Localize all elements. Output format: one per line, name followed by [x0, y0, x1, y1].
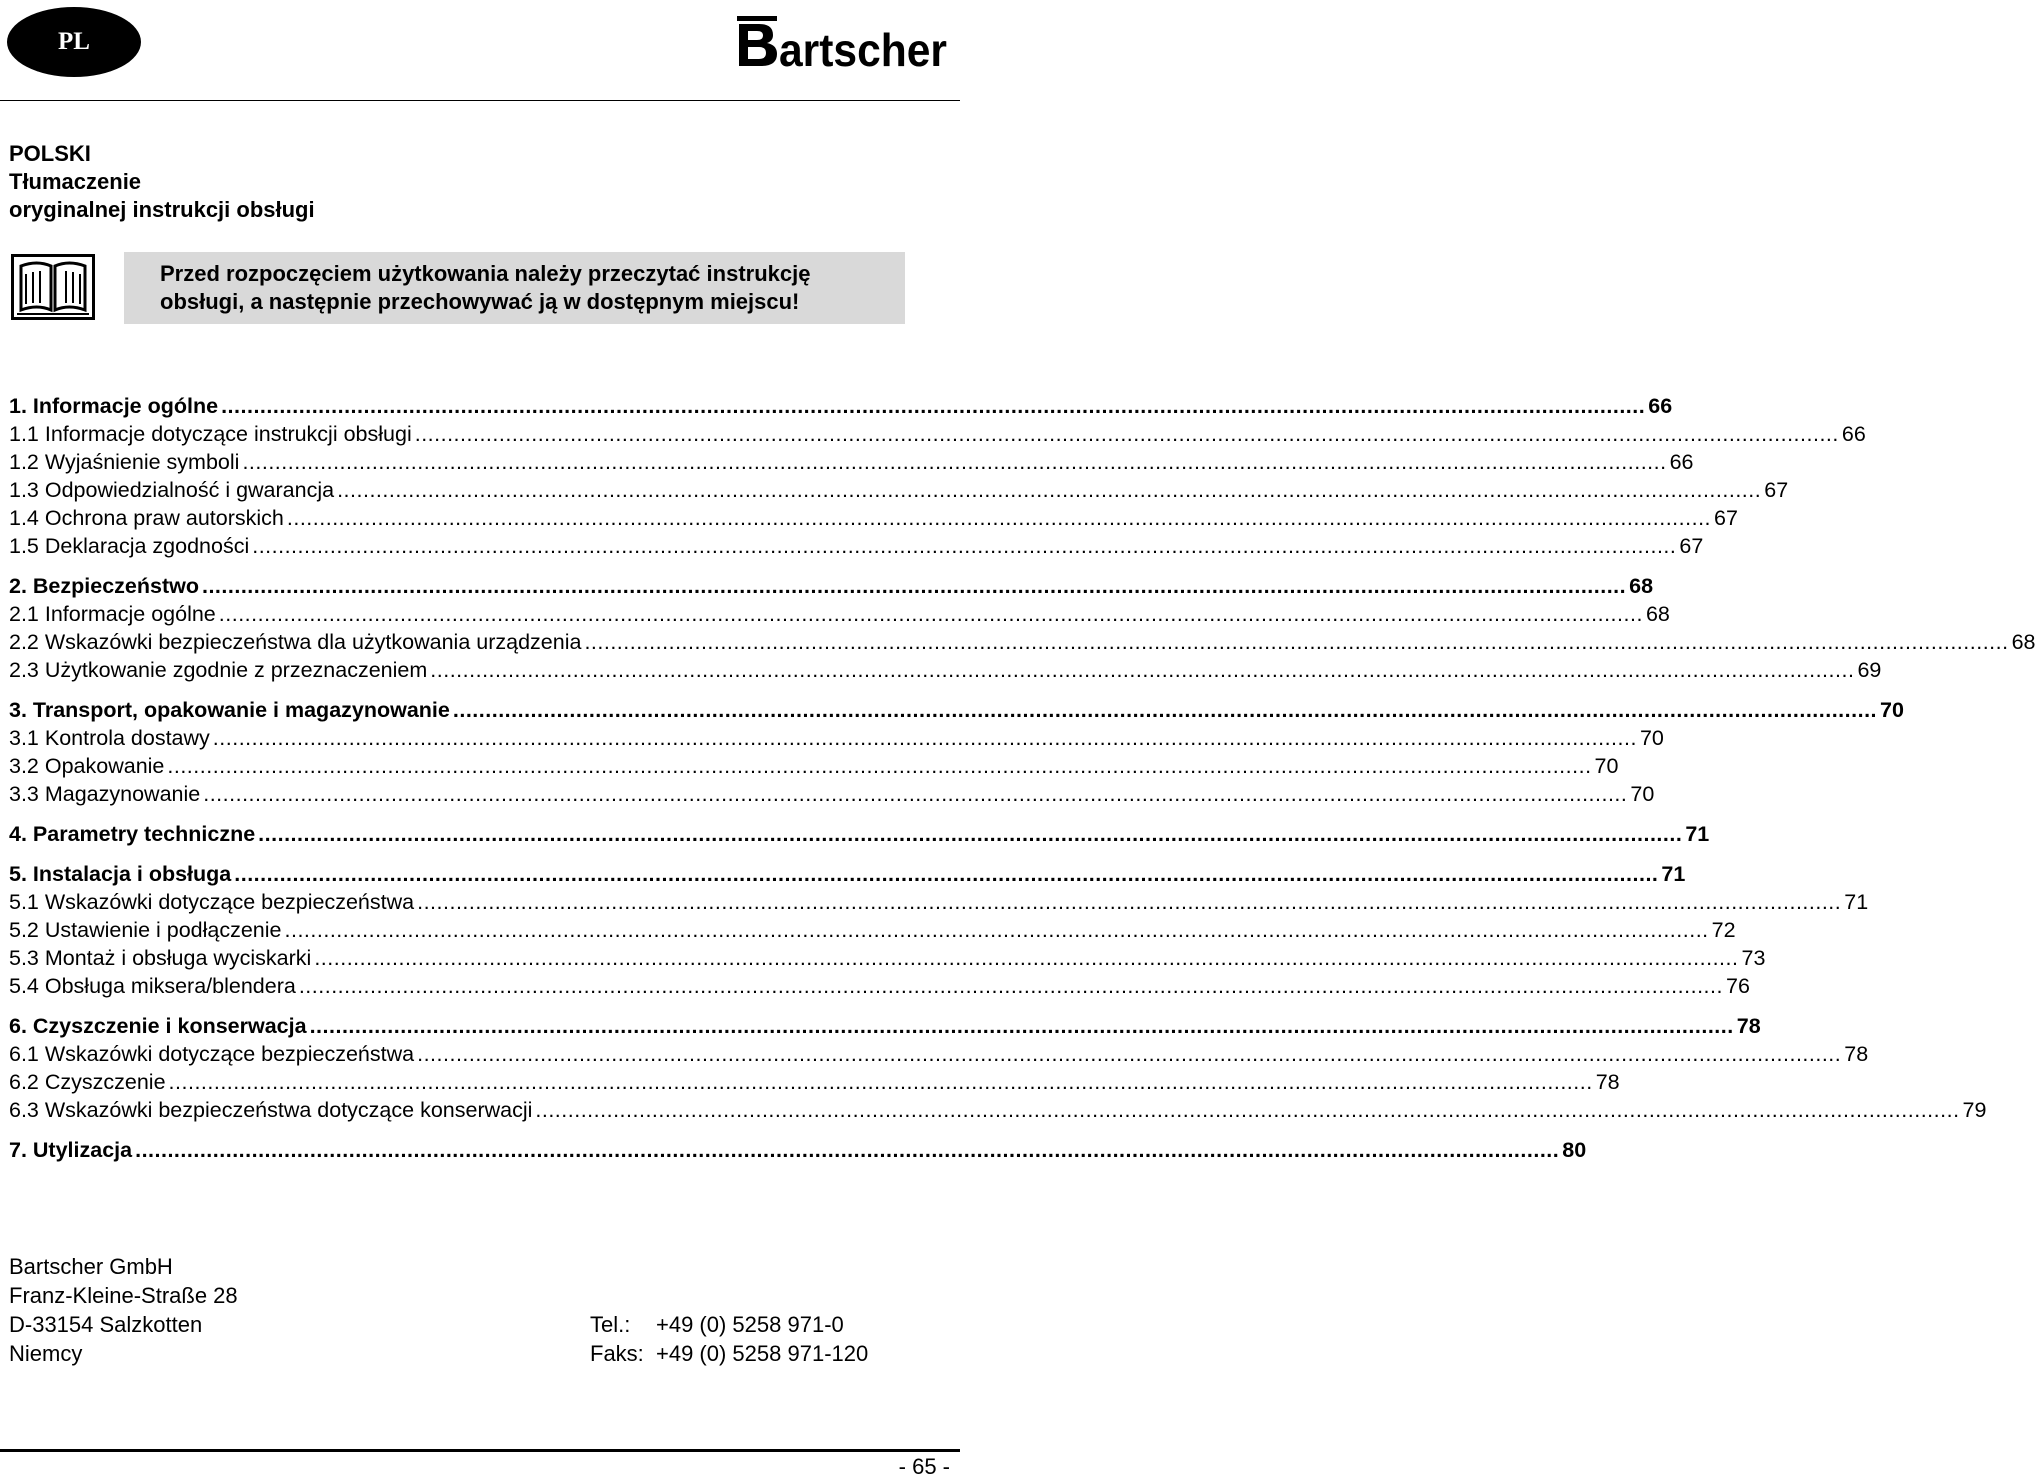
document-title	[9, 140, 315, 224]
toc-entry	[9, 1012, 1761, 1040]
company-name: Bartscher GmbH	[9, 1254, 173, 1279]
toc-leader-dots: ............................................................................................................................................................................................................................	[284, 918, 1709, 942]
toc-leader-dots: ............................................................................................................................................................................................................................	[414, 422, 1839, 446]
read-manual-notice	[124, 252, 905, 324]
toc-entry-page: 68	[2011, 630, 2036, 654]
toc-entry-page: 67	[1714, 506, 1738, 530]
toc-entry-label: 3.2 Opakowanie	[9, 754, 165, 778]
toc-entry-label: 1. Informacje ogólne	[9, 394, 219, 418]
toc-entry-label: 1.3 Odpowiedzialność i gwarancja	[9, 478, 335, 502]
toc-entry-label: 3.1 Kontrola dostawy	[9, 726, 210, 750]
toc-entry-label: 2.3 Użytkowanie zgodnie z przeznaczeniem	[9, 658, 428, 682]
toc-entry-page: 70	[1880, 698, 1904, 722]
toc-entry-label: 6.3 Wskazówki bezpieczeństwa dotyczące konserwacji	[9, 1098, 533, 1122]
toc-entry	[9, 916, 1736, 944]
toc-entry	[9, 656, 1882, 684]
toc-entry-label: 5.3 Montaż i obsługa wyciskarki	[9, 946, 312, 970]
toc-entry	[9, 860, 1686, 888]
toc-entry	[9, 504, 1738, 532]
toc-entry-label: 4. Parametry techniczne	[9, 822, 256, 846]
notice-line-1: Przed rozpoczęciem użytkowania należy przeczytać instrukcję	[160, 261, 811, 286]
toc-leader-dots: ............................................................................................................................................................................................................................	[452, 698, 1878, 722]
phone-number: +49 (0) 5258 971-0	[656, 1312, 844, 1337]
bartscher-logo	[735, 10, 950, 76]
toc-leader-dots: ............................................................................................................................................................................................................................	[201, 574, 1627, 598]
toc-entry-page: 68	[1645, 602, 1670, 626]
title-translation: Tłumaczenie	[9, 169, 142, 194]
toc-entry-label: 5.4 Obsługa miksera/blendera	[9, 974, 296, 998]
toc-leader-dots: ............................................................................................................................................................................................................................	[203, 782, 1628, 806]
toc-entry-label: 2. Bezpieczeństwo	[9, 574, 199, 598]
toc-entry-page: 67	[1679, 534, 1704, 558]
toc-entry-label: 1.4 Ochrona praw autorskich	[9, 506, 284, 530]
toc-entry-label: 1.5 Deklaracja zgodności	[9, 534, 250, 558]
toc-entry-label: 3.3 Magazynowanie	[9, 782, 201, 806]
toc-leader-dots: ............................................................................................................................................................................................................................	[417, 890, 1842, 914]
toc-entry	[9, 1136, 1587, 1164]
toc-entry	[9, 972, 1750, 1000]
title-subtitle: oryginalnej instrukcji obsługi	[9, 197, 315, 222]
toc-entry	[9, 420, 1866, 448]
fax-row	[590, 1339, 868, 1368]
toc-entry-page: 70	[1630, 782, 1655, 806]
toc-entry-page: 71	[1685, 822, 1710, 846]
book-icon	[11, 254, 95, 320]
toc-entry	[9, 752, 1619, 780]
toc-entry-page: 67	[1764, 478, 1789, 502]
toc-entry	[9, 1068, 1620, 1096]
toc-entry-label: 2.1 Informacje ogólne	[9, 602, 216, 626]
toc-entry-page: 79	[1962, 1098, 1987, 1122]
toc-entry-page: 71	[1844, 890, 1869, 914]
toc-entry-page: 66	[1841, 422, 1866, 446]
toc-leader-dots: ............................................................................................................................................................................................................................	[234, 862, 1659, 886]
toc-entry	[9, 888, 1869, 916]
toc-entry	[9, 696, 1904, 724]
toc-entry-label: 5.1 Wskazówki dotyczące bezpieczeństwa	[9, 890, 415, 914]
toc-leader-dots: ............................................................................................................................................................................................................................	[221, 394, 1646, 418]
toc-leader-dots: ............................................................................................................................................................................................................................	[135, 1138, 1560, 1162]
toc-leader-dots: ............................................................................................................................................................................................................................	[337, 478, 1762, 502]
toc-entry-label: 7. Utylizacja	[9, 1138, 133, 1162]
toc-leader-dots: ............................................................................................................................................................................................................................	[314, 946, 1739, 970]
footer-divider	[0, 1449, 960, 1452]
toc-leader-dots: ............................................................................................................................................................................................................................	[168, 1070, 1593, 1094]
toc-entry-label: 6.1 Wskazówki dotyczące bezpieczeństwa	[9, 1042, 415, 1066]
company-street: Franz-Kleine-Straße 28	[9, 1283, 238, 1308]
toc-entry-label: 2.2 Wskazówki bezpieczeństwa dla użytkowania urządzenia	[9, 630, 582, 654]
toc-leader-dots: ............................................................................................................................................................................................................................	[417, 1042, 1842, 1066]
toc-entry-label: 1.1 Informacje dotyczące instrukcji obsługi	[9, 422, 412, 446]
toc-entry-page: 71	[1661, 862, 1686, 886]
toc-entry-label: 3. Transport, opakowanie i magazynowanie	[9, 698, 450, 722]
toc-entry-page: 66	[1648, 394, 1673, 418]
toc-leader-dots: ............................................................................................................................................................................................................................	[167, 754, 1592, 778]
company-contact	[590, 1310, 868, 1368]
toc-entry	[9, 476, 1789, 504]
header-divider	[0, 100, 960, 101]
toc-entry-label: 5.2 Ustawienie i podłączenie	[9, 918, 282, 942]
notice-line-2: obsługi, a następnie przechowywać ją w dostępnym miejscu!	[160, 289, 800, 314]
toc-entry-page: 72	[1711, 918, 1736, 942]
toc-leader-dots: ............................................................................................................................................................................................................................	[535, 1098, 1960, 1122]
toc-entry-page: 73	[1741, 946, 1766, 970]
toc-leader-dots: ............................................................................................................................................................................................................................	[212, 726, 1637, 750]
toc-entry	[9, 600, 1670, 628]
toc-leader-dots: ............................................................................................................................................................................................................................	[258, 822, 1683, 846]
toc-leader-dots: ............................................................................................................................................................................................................................	[430, 658, 1855, 682]
phone-label: Tel.:	[590, 1312, 631, 1337]
toc-entry	[9, 1096, 1987, 1124]
toc-entry-label: 5. Instalacja i obsługa	[9, 862, 232, 886]
toc-leader-dots: ............................................................................................................................................................................................................................	[242, 450, 1667, 474]
toc-entry-label: 6. Czyszczenie i konserwacja	[9, 1014, 307, 1038]
toc-entry-page: 68	[1629, 574, 1654, 598]
toc-entry-page: 66	[1669, 450, 1694, 474]
company-city: D-33154 Salzkotten	[9, 1312, 203, 1337]
toc-entry	[9, 1040, 1869, 1068]
toc-entry-page: 78	[1844, 1042, 1869, 1066]
toc-leader-dots: ............................................................................................................................................................................................................................	[298, 974, 1723, 998]
toc-entry-label: 1.2 Wyjaśnienie symboli	[9, 450, 240, 474]
table-of-contents	[9, 392, 2036, 1164]
company-country: Niemcy	[9, 1341, 83, 1366]
toc-entry-page: 78	[1736, 1014, 1761, 1038]
toc-entry	[9, 780, 1655, 808]
toc-entry-page: 80	[1562, 1138, 1587, 1162]
svg-text:artscher: artscher	[779, 24, 948, 76]
language-badge: PL	[7, 7, 141, 77]
toc-entry-page: 78	[1595, 1070, 1620, 1094]
toc-entry-page: 76	[1725, 974, 1750, 998]
fax-label: Faks:	[590, 1341, 644, 1366]
title-language: POLSKI	[9, 141, 91, 166]
toc-entry	[9, 724, 1664, 752]
toc-leader-dots: ............................................................................................................................................................................................................................	[584, 630, 2009, 654]
toc-entry-page: 70	[1594, 754, 1619, 778]
toc-entry	[9, 572, 1654, 600]
toc-entry	[9, 820, 1710, 848]
toc-entry-label: 6.2 Czyszczenie	[9, 1070, 166, 1094]
fax-number: +49 (0) 5258 971-120	[656, 1341, 869, 1366]
toc-leader-dots: ............................................................................................................................................................................................................................	[309, 1014, 1734, 1038]
toc-entry	[9, 532, 1704, 560]
toc-leader-dots: ............................................................................................................................................................................................................................	[252, 534, 1677, 558]
company-address	[9, 1252, 238, 1368]
toc-entry	[9, 628, 2036, 656]
toc-entry	[9, 944, 1766, 972]
toc-leader-dots: ............................................................................................................................................................................................................................	[218, 602, 1643, 626]
phone-row	[590, 1310, 868, 1339]
toc-entry	[9, 448, 1694, 476]
toc-leader-dots: ............................................................................................................................................................................................................................	[286, 506, 1712, 530]
toc-entry-page: 70	[1639, 726, 1664, 750]
toc-entry	[9, 392, 1673, 420]
page-number: - 65 -	[898, 1454, 950, 1479]
toc-entry-page: 69	[1857, 658, 1882, 682]
